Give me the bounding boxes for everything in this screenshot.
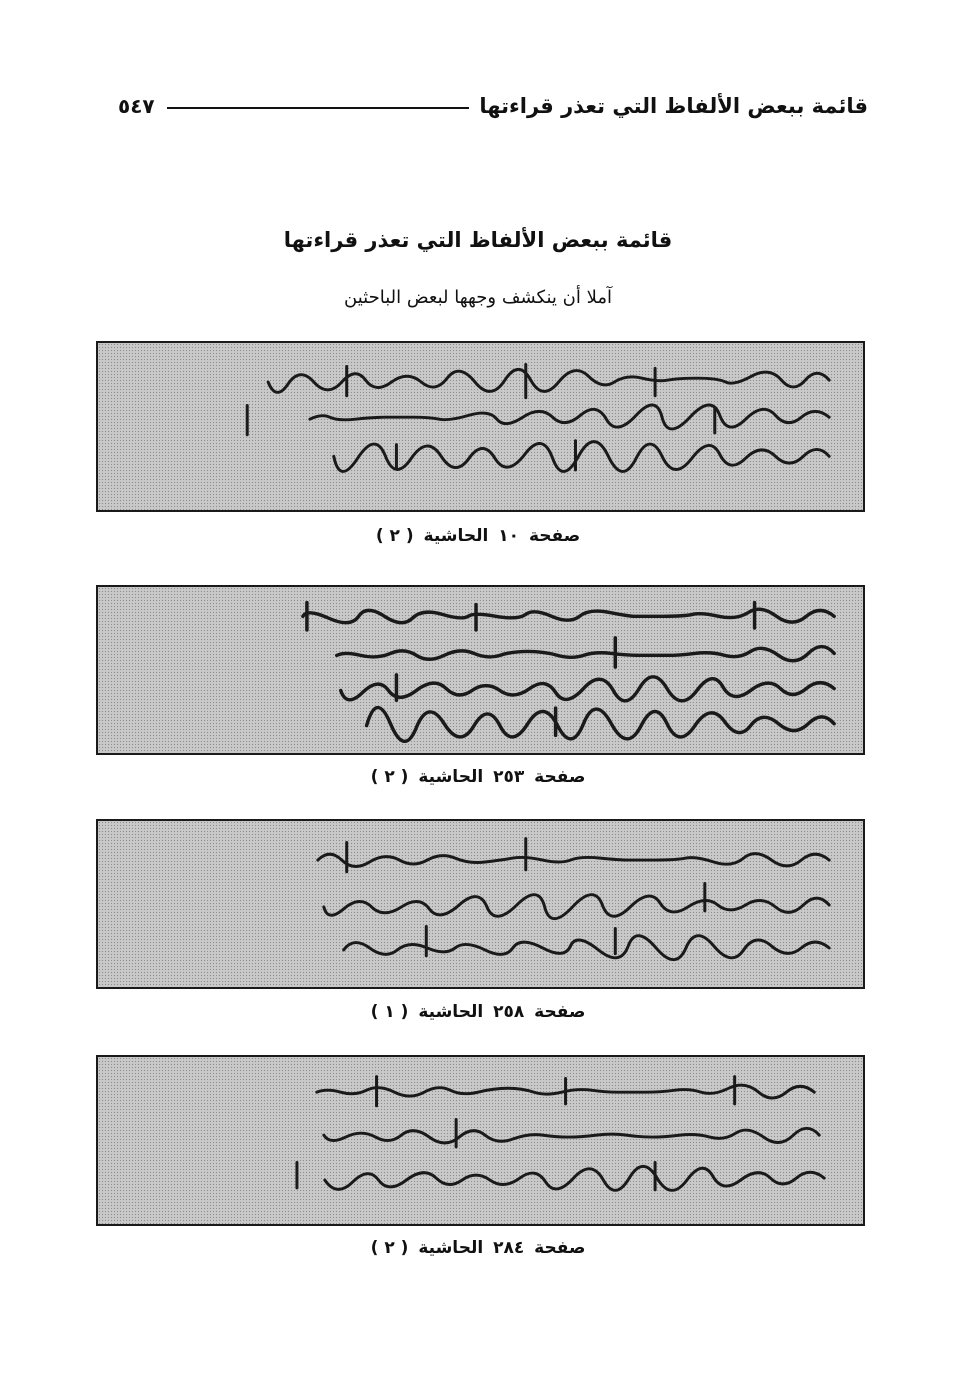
- handwriting-image: [98, 821, 863, 987]
- caption-note-label: الحاشية: [423, 526, 489, 546]
- excerpt-caption-3: [0, 1002, 956, 1022]
- excerpt-caption-4: [0, 1238, 956, 1258]
- caption-page-number: ٢٨٤: [493, 1238, 525, 1258]
- caption-page-label: صفحة: [534, 1002, 586, 1022]
- handwriting-image: [98, 343, 863, 510]
- page-header: [118, 78, 868, 118]
- caption-note-number: ( ١ ): [370, 1002, 409, 1022]
- caption-note-label: الحاشية: [418, 1238, 484, 1258]
- handwriting-image: [98, 1057, 863, 1224]
- manuscript-excerpt-2: [96, 585, 865, 755]
- caption-note-label: الحاشية: [418, 1002, 484, 1022]
- header-rule: [167, 107, 470, 109]
- caption-note-number: ( ٢ ): [370, 1238, 409, 1258]
- caption-page-label: صفحة: [534, 1238, 586, 1258]
- caption-note-label: الحاشية: [418, 767, 484, 787]
- manuscript-excerpt-1: [96, 341, 865, 512]
- excerpt-caption-1: [0, 526, 956, 546]
- manuscript-excerpt-3: [96, 819, 865, 989]
- running-title: قائمة ببعض الألفاظ التي تعذر قراءتها: [479, 94, 868, 118]
- excerpt-caption-2: [0, 767, 956, 787]
- page-title: قائمة ببعض الألفاظ التي تعذر قراءتها: [283, 228, 673, 252]
- manuscript-excerpt-4: [96, 1055, 865, 1226]
- caption-page-label: صفحة: [534, 767, 586, 787]
- caption-page-label: صفحة: [528, 526, 581, 546]
- caption-note-number: ( ٢ ): [375, 526, 414, 546]
- caption-page-number: ١٠: [498, 526, 520, 546]
- page-subtitle: آملا أن ينكشف وجهها لبعض الباحثين: [344, 287, 612, 308]
- caption-page-number: ٢٥٨: [493, 1002, 525, 1022]
- handwriting-image: [98, 587, 863, 753]
- caption-page-number: ٢٥٣: [493, 767, 525, 787]
- page-number: ٥٤٧: [118, 94, 155, 118]
- caption-note-number: ( ٢ ): [370, 767, 409, 787]
